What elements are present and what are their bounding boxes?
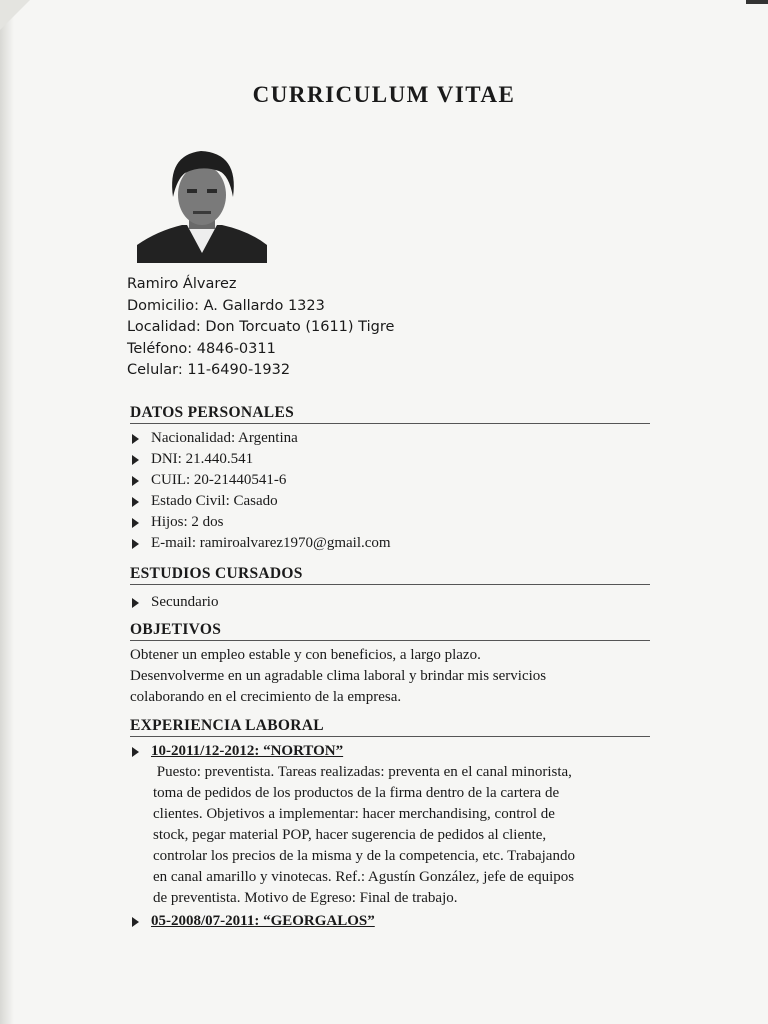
bullet-arrow-icon (132, 518, 139, 528)
section-heading: ESTUDIOS CURSADOS (130, 565, 650, 585)
job-description-line: de preventista. Motivo de Egreso: Final de trabajo. (153, 890, 458, 906)
bullet-arrow-icon (132, 497, 139, 507)
list-item-text: Hijos: 2 dos (151, 514, 224, 530)
job-description-line: Puesto: preventista. Tareas realizadas: preventa en el canal minorista, (153, 764, 572, 780)
job-description-line: clientes. Objetivos a implementar: hacer merchandising, control de (153, 806, 555, 822)
section-estudios (130, 565, 650, 613)
phone: Teléfono: 4846-0311 (127, 340, 276, 357)
mobile: Celular: 11-6490-1932 (127, 362, 291, 378)
locality: Localidad: Don Torcuato (1611) Tigre (127, 319, 395, 335)
page-title: CURRICULUM VITAE (252, 82, 516, 107)
bullet-arrow-icon (132, 539, 139, 549)
list-item-text: DNI: 21.440.541 (151, 451, 254, 467)
list-item (130, 491, 650, 512)
section-heading: DATOS PERSONALES (130, 404, 650, 424)
studies-list (130, 592, 650, 613)
job-item (130, 911, 650, 932)
page-edge (0, 0, 14, 1024)
objective-line: Obtener un empleo estable y con beneficios, a largo plazo. (130, 647, 481, 663)
jobs-list-continued (130, 911, 650, 932)
objective-line: colaborando en el crecimiento de la empresa. (130, 689, 402, 705)
job-description-line: stock, pegar material POP, hacer sugerencia de pedidos al cliente, (153, 827, 547, 843)
job-description-line: controlar los precios de la misma y de la competencia, etc. Trabajando (153, 848, 575, 864)
list-item (130, 533, 650, 554)
list-item (130, 470, 650, 491)
objective-line: Desenvolverme en un agradable clima laboral y brindar mis servicios (130, 668, 547, 684)
list-item (130, 428, 650, 449)
list-item-text: Estado Civil: Casado (151, 493, 278, 509)
section-heading: OBJETIVOS (130, 621, 650, 641)
section-datos-personales (130, 404, 650, 554)
bullet-arrow-icon (132, 434, 139, 444)
job-item (130, 741, 650, 762)
page-corner (0, 0, 30, 30)
bullet-arrow-icon (132, 476, 139, 486)
list-item-text: Secundario (151, 594, 219, 610)
scan-mark (746, 0, 768, 4)
list-item (130, 592, 650, 613)
section-experiencia (130, 717, 650, 932)
bullet-arrow-icon (132, 455, 139, 465)
address: Domicilio: A. Gallardo 1323 (127, 297, 325, 314)
jobs-list (130, 741, 650, 762)
list-item (130, 512, 650, 533)
list-item (130, 449, 650, 470)
personal-data-list (130, 428, 650, 554)
job-description-line: toma de pedidos de los productos de la firma dentro de la cartera de (153, 785, 560, 801)
profile-photo-icon (137, 145, 267, 263)
job-title: 10-2011/12-2012: “NORTON” (151, 743, 344, 759)
job-title: 05-2008/07-2011: “GEORGALOS” (151, 913, 375, 929)
section-objetivos (130, 621, 650, 708)
list-item-text: E-mail: ramiroalvarez1970@gmail.com (151, 535, 391, 551)
bullet-arrow-icon (132, 598, 139, 608)
applicant-name: Ramiro Álvarez (127, 276, 237, 292)
bullet-arrow-icon (132, 917, 139, 927)
list-item-text: CUIL: 20-21440541-6 (151, 472, 287, 488)
profile-photo (137, 145, 267, 263)
list-item-text: Nacionalidad: Argentina (151, 430, 298, 446)
contact-block (127, 274, 394, 382)
bullet-arrow-icon (132, 747, 139, 757)
job-description-line: en canal amarillo y vinotecas. Ref.: Agustín González, jefe de equipos (153, 869, 575, 885)
section-heading: EXPERIENCIA LABORAL (130, 717, 650, 737)
